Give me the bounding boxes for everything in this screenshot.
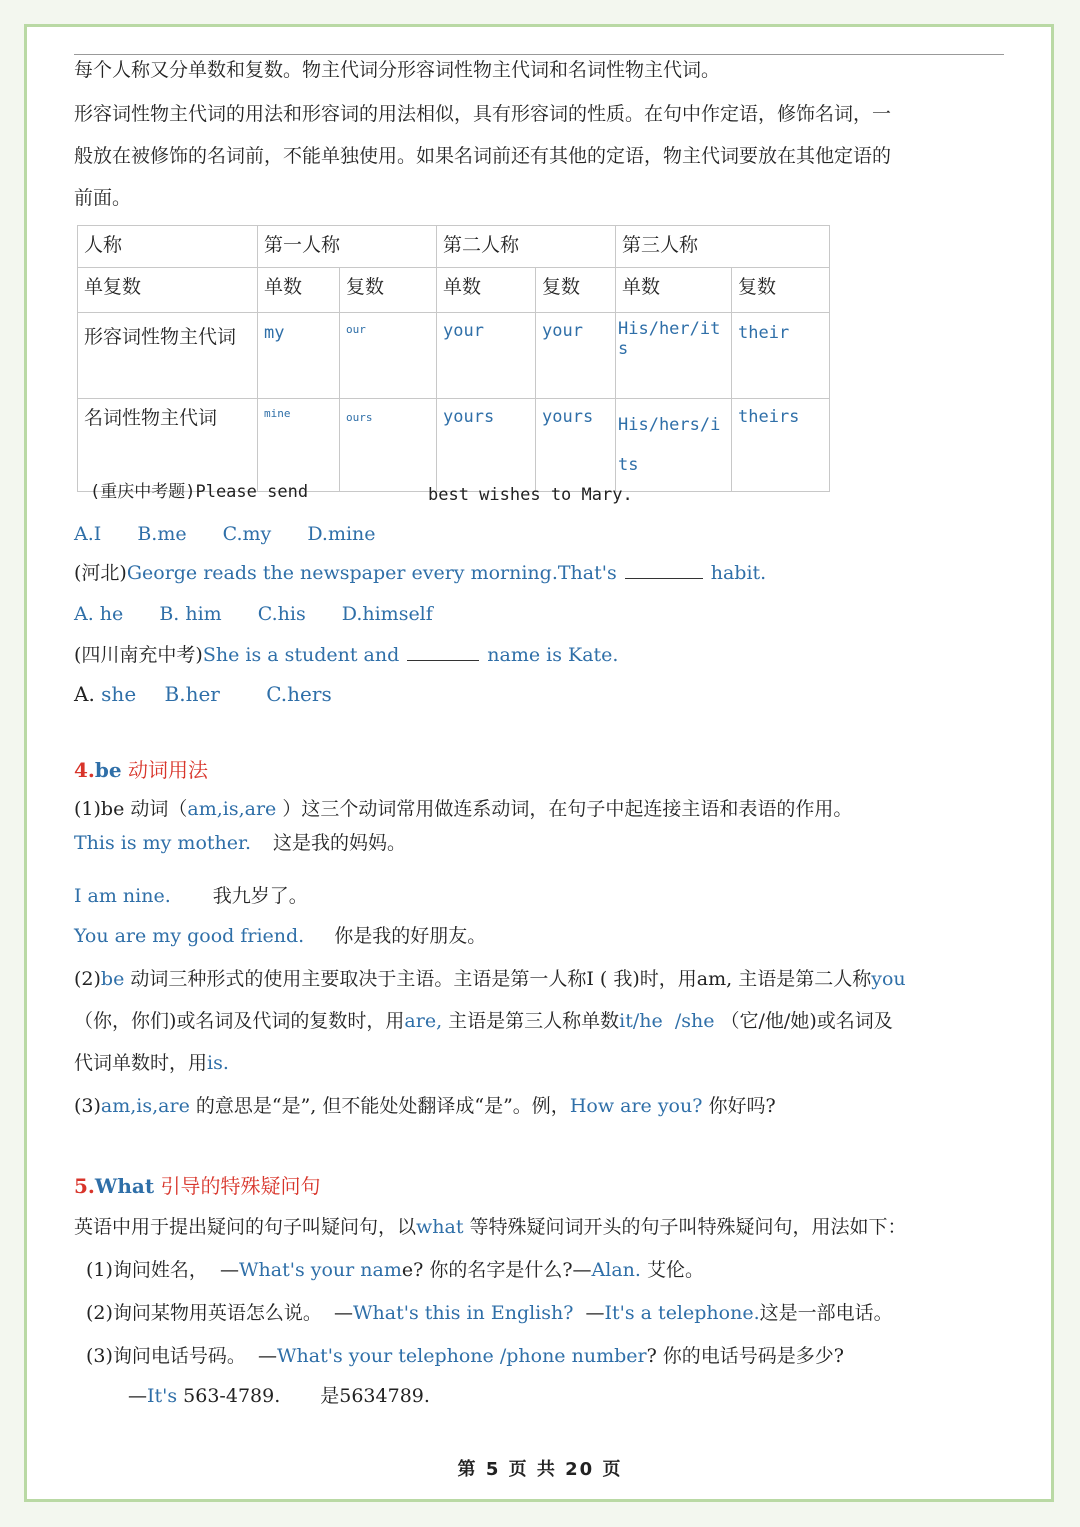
example-en: You are my good friend. [74, 925, 305, 947]
table-cell: our [340, 313, 437, 399]
s5-item-2 [86, 1301, 893, 1325]
section-number: 5. [74, 1174, 95, 1198]
table-cell: theirs [732, 399, 830, 492]
option-b: B.me [137, 523, 187, 545]
table-cell: His/hers/its [616, 399, 732, 492]
s4-example-2 [74, 884, 308, 908]
text-run: How are you? [569, 1095, 703, 1117]
table-cell: 复数 [536, 268, 616, 313]
option-a: A. he [74, 603, 124, 625]
s5-item-3-answer [128, 1384, 430, 1408]
text-run: （你，你们)或名词及代词的复数时，用 [74, 1010, 405, 1032]
text-run: ）这三个动词常用做连系动词，在句子中起连接主语和表语的作用。 [276, 798, 853, 820]
text-run: am,is,are [187, 798, 277, 820]
q2-options [74, 602, 433, 626]
text-run: (3) [74, 1095, 101, 1117]
option-a: she [101, 682, 137, 706]
text-run: (1)询问姓名， — [86, 1259, 239, 1281]
text-run: 你的名字是什么?— [423, 1259, 592, 1281]
answer-blank [407, 642, 479, 661]
text-run: (3)询问电话号码。 — [86, 1345, 277, 1367]
text-run: am,is,are [100, 1095, 190, 1117]
text-run: 代词单数时，用 [74, 1052, 208, 1074]
text-run: 你好吗? [702, 1095, 776, 1117]
option-c: C.his [257, 603, 306, 625]
section-title-en: be [94, 758, 122, 782]
pronoun-table [77, 225, 830, 492]
s4-para-1 [74, 797, 852, 821]
table-row [78, 399, 830, 492]
intro-line-3: 般放在被修饰的名词前，不能单独使用。如果名词前还有其他的定语，物主代词要放在其他定语的 [74, 145, 892, 167]
q1-prefix: (重庆中考题)Please send [90, 482, 309, 502]
table-cell: 单数 [616, 268, 732, 313]
section-5-heading [74, 1174, 320, 1198]
text-run: It's [147, 1385, 178, 1407]
option-a: A.I [74, 523, 102, 545]
table-cell: 形容词性物主代词 [78, 313, 258, 399]
text-run: 等特殊疑问词开头的句子叫特殊疑问句，用法如下： [463, 1216, 907, 1238]
text-run: 的意思是“是”, 但不能处处翻译成“是”。例， [189, 1095, 570, 1117]
table-cell: 单数 [437, 268, 536, 313]
table-header-cell: 第一人称 [258, 226, 437, 268]
text-run: e? [401, 1259, 424, 1281]
option-b: B. him [159, 603, 222, 625]
table-cell: 单复数 [78, 268, 258, 313]
table-cell: your [536, 313, 616, 399]
example-en: This is my mother. [74, 832, 252, 854]
text-run: （它/他/她)或名词及 [714, 1010, 893, 1032]
table-cell: yours [536, 399, 616, 492]
section-title-cn: 动词用法 [121, 758, 208, 782]
section-4-heading [74, 758, 208, 782]
text-run: 563-4789. [177, 1385, 281, 1407]
s4-example-3 [74, 924, 486, 948]
table-cell: 单数 [258, 268, 340, 313]
q1-options [74, 522, 376, 546]
text-run: (2)询问某物用英语怎么说。 — [86, 1302, 353, 1324]
q2-suffix: habit. [710, 562, 767, 584]
text-run: 艾伦。 [640, 1259, 704, 1281]
q3-source: (四川南充中考) [74, 644, 203, 666]
example-en: I am nine. [74, 885, 171, 907]
table-cell: 名词性物主代词 [78, 399, 258, 492]
table-cell: their [732, 313, 830, 399]
table-cell: your [437, 313, 536, 399]
top-rule [74, 54, 1004, 55]
text-run: it/he /she [619, 1010, 715, 1032]
example-cn: 你是我的好朋友。 [334, 925, 487, 947]
table-cell: His/her/its [616, 313, 732, 399]
text-run: — [128, 1385, 147, 1407]
text-run: — [573, 1302, 605, 1324]
option-a-label: A. [74, 682, 95, 706]
option-d: D.himself [341, 603, 433, 625]
q2-source: (河北) [74, 562, 127, 584]
option-d: D.mine [307, 523, 376, 545]
text-run: ? 你的电话号码是多少? [646, 1345, 844, 1367]
text-run: are, [404, 1010, 443, 1032]
table-cell: 复数 [340, 268, 437, 313]
table-cell: 复数 [732, 268, 830, 313]
answer-blank [625, 560, 703, 579]
q3-options [74, 682, 332, 706]
text-run: (2) [74, 968, 101, 990]
table-cell: ours [340, 399, 437, 492]
q3-line [74, 642, 618, 667]
text-run: is. [207, 1052, 229, 1074]
text-run: What's this in English? [353, 1302, 574, 1324]
table-row [78, 226, 830, 268]
text-run: be [100, 968, 125, 990]
text-run: 主语是第三人称单数 [442, 1010, 620, 1032]
text-run: what [416, 1216, 464, 1238]
example-cn: 这是我的妈妈。 [273, 832, 407, 854]
section-number: 4. [74, 758, 95, 782]
s4-para-3 [74, 1094, 776, 1118]
table-header-cell: 人称 [78, 226, 258, 268]
s4-para-2-line-1 [74, 967, 906, 991]
table-row [78, 313, 830, 399]
intro-line-4: 前面。 [74, 187, 132, 209]
s4-example-1 [74, 831, 406, 855]
table-header-cell: 第三人称 [616, 226, 830, 268]
example-cn: 我九岁了。 [212, 885, 308, 907]
text-run: Alan. [591, 1259, 641, 1281]
page-number: 第 5 页 共 20 页 [457, 1459, 623, 1480]
q2-text: George reads the newspaper every morning.That's [126, 562, 617, 584]
table-cell: yours [437, 399, 536, 492]
option-c: C.my [222, 523, 272, 545]
option-b: B.her [164, 682, 220, 706]
text-run: you [871, 968, 906, 990]
intro-line-1: 每个人称又分单数和复数。物主代词分形容词性物主代词和名词性物主代词。 [74, 59, 721, 81]
intro-line-2: 形容词性物主代词的用法和形容词的用法相似，具有形容词的性质。在句中作定语，修饰名词，一 [74, 103, 892, 125]
q3-suffix: name is Kate. [487, 644, 619, 666]
s5-item-1 [86, 1258, 704, 1282]
text-run: 这是一部电话。 [759, 1302, 893, 1324]
section-title-cn: 引导的特殊疑问句 [154, 1174, 321, 1198]
text-run: It's a telephone. [604, 1302, 760, 1324]
option-c: C.hers [266, 682, 332, 706]
text-run: 动词三种形式的使用主要取决于主语。主语是第一人称I ( 我)时，用am, 主语是第二人称 [124, 968, 872, 990]
q2-line [74, 560, 766, 585]
s4-para-2-line-2 [74, 1009, 893, 1033]
table-header-cell: 第二人称 [437, 226, 616, 268]
section-title-en: What [94, 1174, 155, 1198]
q3-text: She is a student and [202, 644, 400, 666]
table-cell: my [258, 313, 340, 399]
table-row [78, 268, 830, 313]
s4-para-2-line-3 [74, 1051, 229, 1075]
text-run: (1)be 动词（ [74, 798, 188, 820]
s5-item-3 [86, 1344, 844, 1368]
table-cell: mine [258, 399, 340, 492]
text-run: 英语中用于提出疑问的句子叫疑问句，以 [74, 1216, 417, 1238]
text-run: What's your telephone /phone number [277, 1345, 647, 1367]
text-run: What's your nam [239, 1259, 402, 1281]
q1-suffix: best wishes to Mary. [428, 485, 633, 505]
text-run: 是5634789. [320, 1385, 430, 1407]
s5-intro [74, 1215, 907, 1239]
